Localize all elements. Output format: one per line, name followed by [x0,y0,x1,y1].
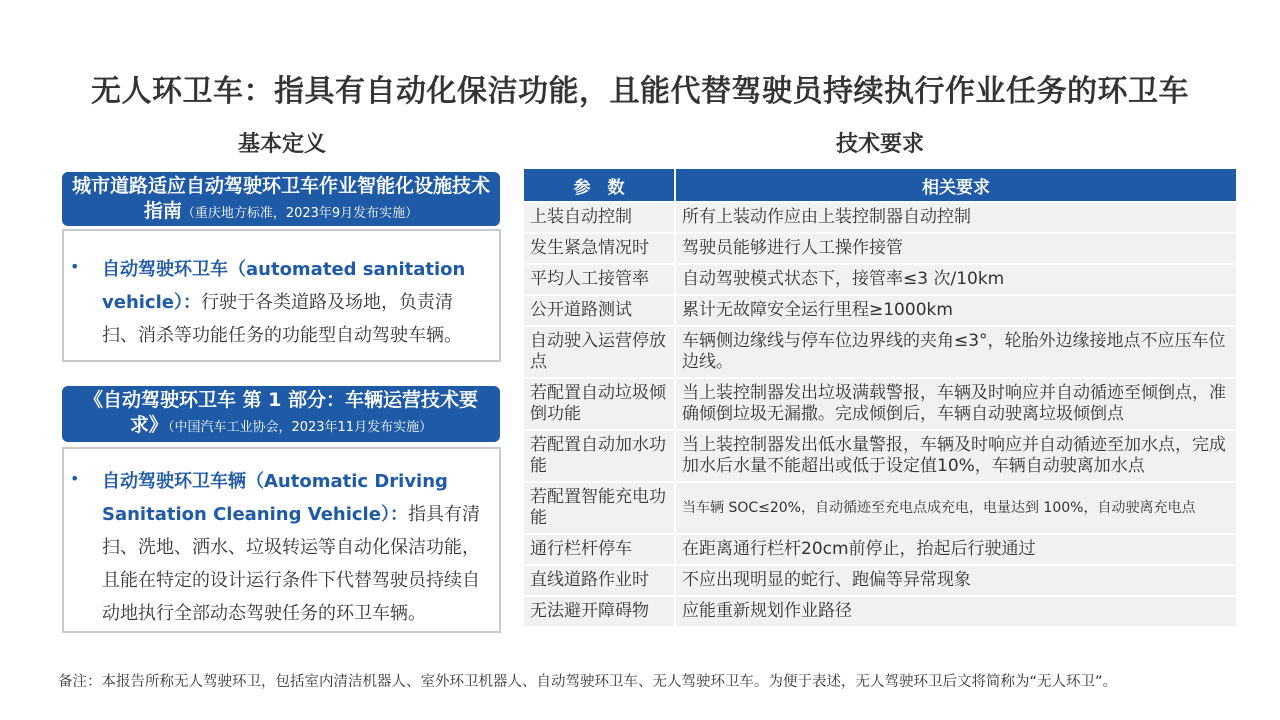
table-row [523,378,1237,430]
param-cell: 自动驶入运营停放点 [523,326,675,378]
bullet: • [70,257,80,276]
definition-2-box [62,447,501,633]
table-row [523,534,1237,565]
param-cell: 发生紧急情况时 [523,233,675,264]
requirements-table [522,169,1238,628]
definition-1-box [62,229,501,362]
definition-2-term: 自动驾驶环卫车辆（Automatic Driving Sanitation Cleaning Vehicle）： [102,471,448,525]
table-row [523,482,1237,534]
table-row [523,326,1237,378]
requirement-cell: 所有上装动作应由上装控制器自动控制 [675,202,1237,233]
tech-requirements-heading: 技术要求 [835,132,924,157]
param-cell: 无法避开障碍物 [523,596,675,627]
bullet: • [70,469,80,488]
table-row [523,295,1237,326]
param-cell: 公开道路测试 [523,295,675,326]
requirement-cell: 当上装控制器发出低水量警报，车辆及时响应并自动循迹至加水点，完成加水后水量不能超出或低于设定值10%，车辆自动驶离加水点 [675,430,1237,482]
requirement-cell: 不应出现明显的蛇行、跑偏等异常现象 [675,565,1237,596]
column-header-requirement: 相关要求 [675,169,1237,202]
table-row [523,565,1237,596]
param-cell: 通行栏杆停车 [523,534,675,565]
definition-1-term: 自动驾驶环卫车（automated sanitation vehicle）： [102,259,466,313]
requirement-cell: 车辆侧边缘线与停车位边界线的夹角≤3°，轮胎外边缘接地点不应压车位边线。 [675,326,1237,378]
definition-1-text: 行驶于各类道路及场地，负责清扫、消杀等功能任务的功能型自动驾驶车辆。 [102,292,462,346]
requirement-cell: 在距离通行栏杆20cm前停止，抬起后行驶通过 [675,534,1237,565]
param-cell: 平均人工接管率 [523,264,675,295]
table-row [523,430,1237,482]
table-row [523,202,1237,233]
param-cell: 若配置自动加水功能 [523,430,675,482]
table-row [523,264,1237,295]
definition-2-text: 指具有清扫、洗地、洒水、垃圾转运等自动化保洁功能，且能在特定的设计运行条件下代替驾驶员持续自动地执行全部动态驾驶任务的环卫车辆。 [102,504,480,624]
requirement-cell: 当车辆 SOC≤20%，自动循迹至充电点成充电，电量达到 100%，自动驶离充电点 [675,482,1237,534]
table-header-row [523,169,1237,202]
requirement-cell: 应能重新规划作业路径 [675,596,1237,627]
column-header-parameter: 参 数 [523,169,675,202]
requirement-cell: 当上装控制器发出垃圾满载警报，车辆及时响应并自动循迹至倾倒点，准确倾倒垃圾无漏撒。完成倾倒后，车辆自动驶离垃圾倾倒点 [675,378,1237,430]
param-cell: 若配置智能充电功能 [523,482,675,534]
requirement-cell: 自动驾驶模式状态下，接管率≤3 次/10km [675,264,1237,295]
param-cell: 若配置自动垃圾倾倒功能 [523,378,675,430]
definition-2-source-note: （中国汽车工业协会，2023年11月发布实施） [167,420,433,435]
requirement-cell: 驾驶员能够进行人工操作接管 [675,233,1237,264]
table-row [523,596,1237,627]
page-title: 无人环卫车：指具有自动化保洁功能，且能代替驾驶员持续执行作业任务的环卫车 [91,74,1189,109]
definition-2-source-title: 《自动驾驶环卫车 第 1 部分：车辆运营技术要求》 [83,389,479,436]
definition-1-source-note: （重庆地方标准，2023年9月发布实施） [181,206,419,221]
definition-1-source-title: 城市道路适应自动驾驶环卫车作业智能化设施技术指南 [72,175,491,222]
requirement-cell: 累计无故障安全运行里程≥1000km [675,295,1237,326]
footnote: 备注：本报告所称无人驾驶环卫，包括室内清洁机器人、室外环卫机器人、自动驾驶环卫车、无人驾驶环卫车。为便于表述，无人驾驶环卫后文将简称为“无人环卫”。 [58,674,1118,690]
basic-definition-heading: 基本定义 [237,132,326,157]
param-cell: 上装自动控制 [523,202,675,233]
definition-2-banner [62,386,500,442]
table-row [523,233,1237,264]
param-cell: 直线道路作业时 [523,565,675,596]
definition-1-banner [62,172,500,226]
